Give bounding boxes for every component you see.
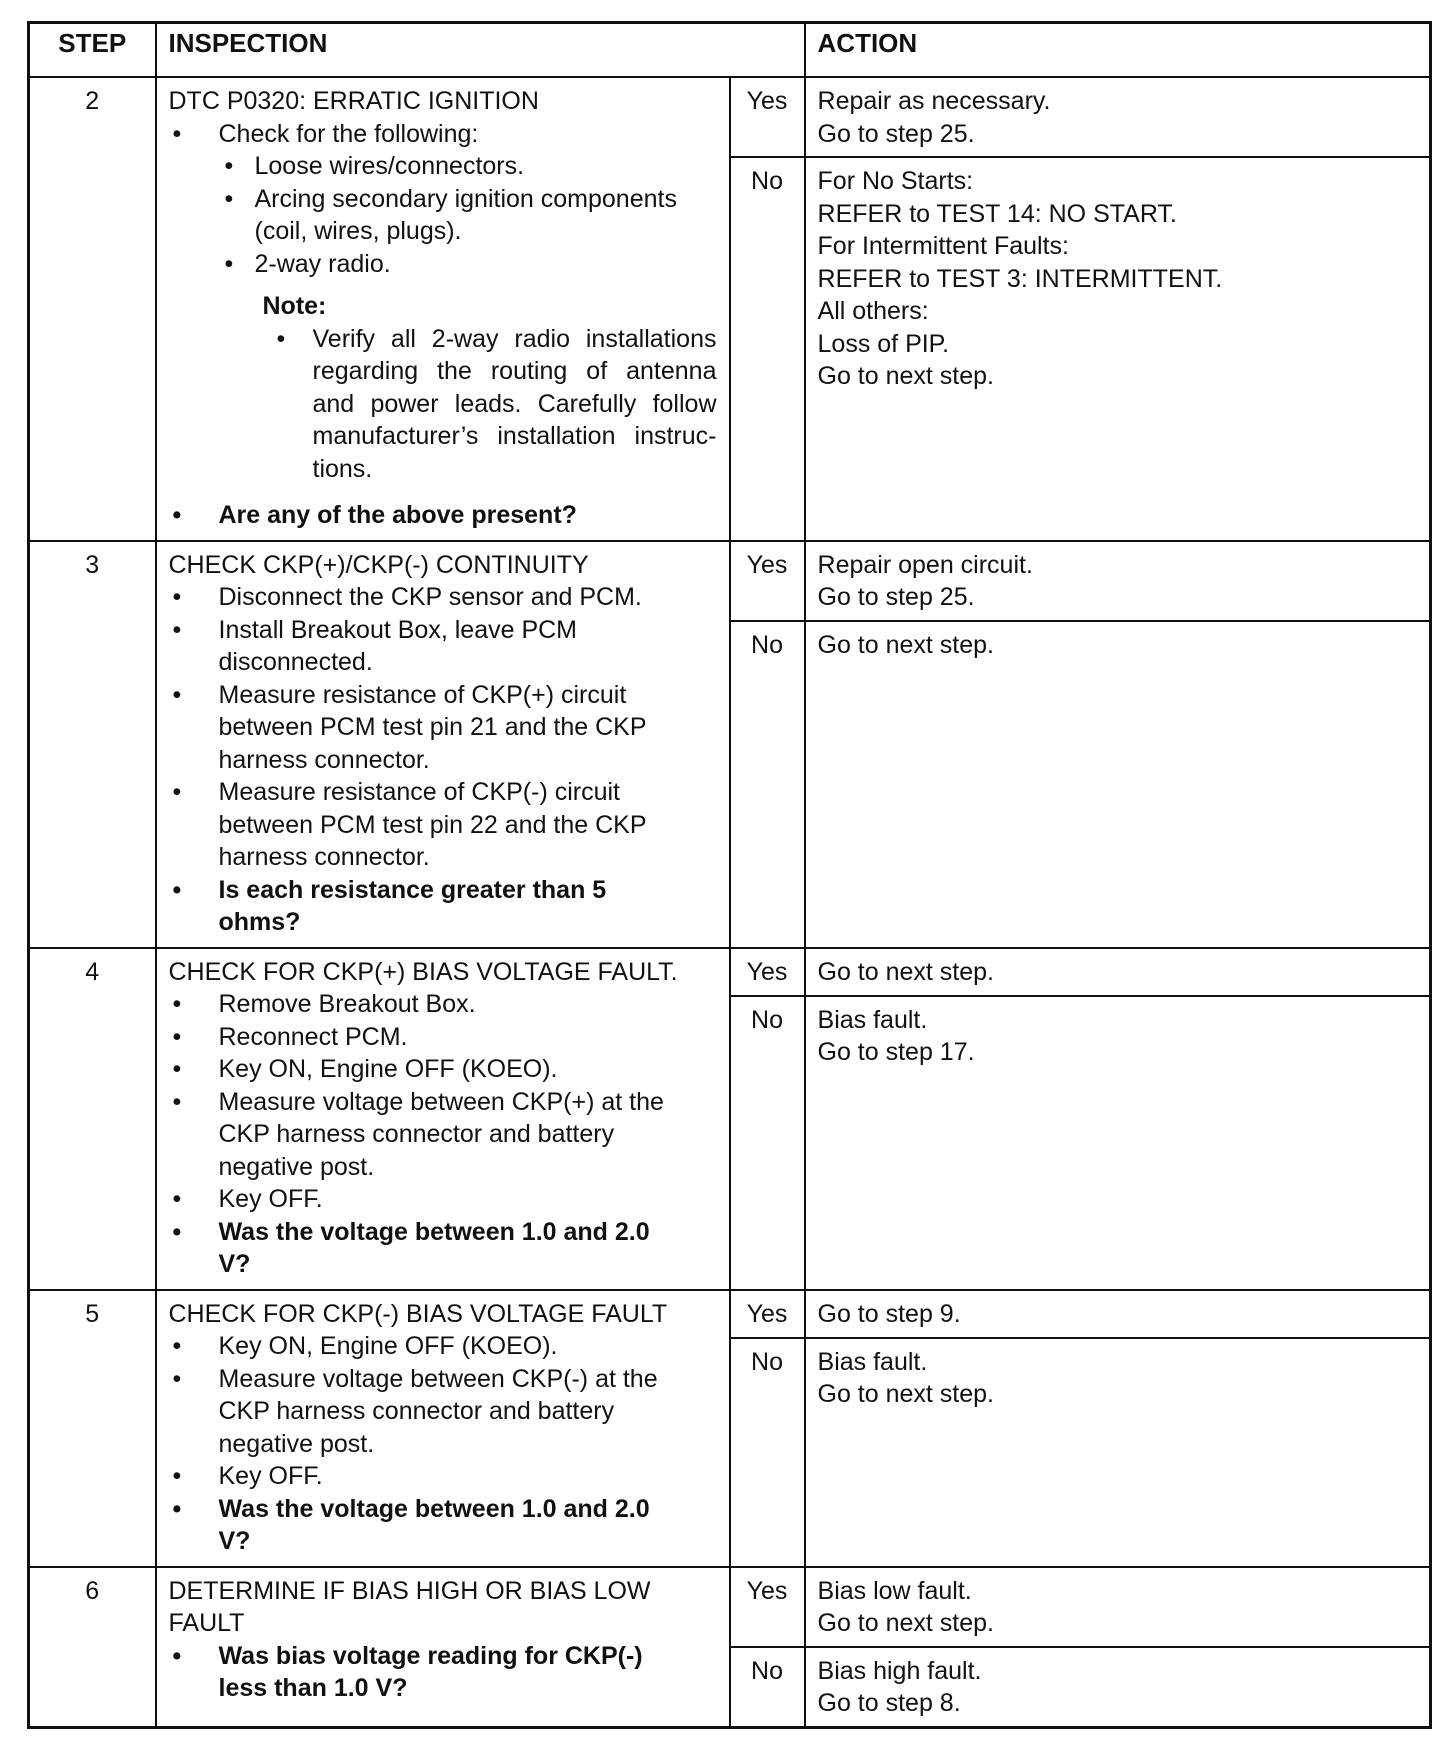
inspection-bullet: • Measure voltage between CKP(+) at the CKP harness connector and battery negative post. xyxy=(169,1086,717,1184)
action-line: REFER to TEST 14: NO START. xyxy=(817,199,1177,228)
diagnostic-table xyxy=(27,21,1432,1729)
step-row-6-yes xyxy=(29,1567,1431,1647)
action-line: For Intermittent Faults: xyxy=(817,232,1069,260)
inspection-cell xyxy=(156,1567,730,1728)
question-list xyxy=(169,499,717,532)
yes-label: Yes xyxy=(730,948,805,996)
header-inspection: INSPECTION xyxy=(156,23,805,78)
action-line: For No Starts: xyxy=(817,167,974,195)
inspection-sub-bullet: • Arcing secondary ignition components (coil, wires, plugs). xyxy=(169,183,717,248)
yes-label: Yes xyxy=(730,541,805,621)
inspection-bullet: • Measure resistance of CKP(+) circuit between PCM test pin 21 and the CKP harness connector. xyxy=(169,679,717,777)
yes-action xyxy=(805,541,1431,621)
inspection-title: DETERMINE IF BIAS HIGH OR BIAS LOW FAULT xyxy=(168,1576,651,1637)
inspection-cell xyxy=(156,541,730,948)
no-label: No xyxy=(730,157,805,541)
inspection-list xyxy=(169,118,717,281)
inspection-title: CHECK CKP(+)/CKP(-) CONTINUITY xyxy=(168,550,589,579)
no-action xyxy=(805,1647,1431,1728)
no-label: No xyxy=(730,1647,805,1728)
no-action xyxy=(805,1338,1431,1567)
inspection-question: • Is each resistance greater than 5 ohms? xyxy=(169,874,717,939)
inspection-question: • Was bias voltage reading for CKP(-) less than 1.0 V? xyxy=(169,1640,717,1705)
inspection-bullet: • Key OFF. xyxy=(169,1183,717,1216)
yes-action xyxy=(805,948,1431,996)
yes-action xyxy=(805,1290,1431,1338)
step-number: 6 xyxy=(29,1567,156,1728)
no-action xyxy=(805,157,1431,541)
action-line: Go to next step. xyxy=(817,1609,995,1637)
step-number: 5 xyxy=(29,1290,156,1567)
yes-label: Yes xyxy=(730,77,805,157)
inspection-bullet: • Measure voltage between CKP(-) at the CKP harness connector and battery negative post. xyxy=(169,1363,717,1461)
note-list xyxy=(169,323,717,486)
no-label: No xyxy=(730,996,805,1290)
inspection-list xyxy=(169,1330,717,1558)
step-row-4-yes xyxy=(29,948,1431,996)
action-line: Go to step 25. xyxy=(817,583,975,611)
inspection-sub-bullet: • 2-way radio. xyxy=(169,248,717,281)
action-line: All others: xyxy=(817,297,929,325)
note-label: Note: xyxy=(262,292,327,320)
step-number: 4 xyxy=(29,948,156,1290)
action-line: Loss of PIP. xyxy=(817,329,950,358)
header-action: ACTION xyxy=(805,23,1431,78)
step-row-2-yes xyxy=(29,77,1431,157)
inspection-bullet: • Measure resistance of CKP(-) circuit between PCM test pin 22 and the CKP harness connector. xyxy=(169,776,717,874)
no-label: No xyxy=(730,621,805,948)
no-label: No xyxy=(730,1338,805,1567)
inspection-question: • Was the voltage between 1.0 and 2.0 V? xyxy=(169,1216,717,1281)
inspection-list xyxy=(169,581,717,939)
inspection-bullet: • Disconnect the CKP sensor and PCM. xyxy=(169,581,717,614)
inspection-bullet: • Install Breakout Box, leave PCM disconnected. xyxy=(169,614,717,679)
action-line: Go to step 9. xyxy=(817,1299,961,1328)
action-line: Go to step 8. xyxy=(817,1689,961,1717)
inspection-question: • Was the voltage between 1.0 and 2.0 V? xyxy=(169,1493,717,1558)
inspection-cell xyxy=(156,948,730,1290)
inspection-bullet: • Key ON, Engine OFF (KOEO). xyxy=(169,1053,717,1086)
header-row xyxy=(29,23,1431,78)
step-number: 3 xyxy=(29,541,156,948)
action-line: Go to next step. xyxy=(817,1380,995,1408)
yes-action xyxy=(805,1567,1431,1647)
inspection-bullet: • Key ON, Engine OFF (KOEO). xyxy=(169,1330,717,1363)
step-row-3-yes xyxy=(29,541,1431,621)
inspection-cell xyxy=(156,77,730,541)
action-line: Bias fault. xyxy=(817,1347,928,1376)
action-line: Go to next step. xyxy=(817,957,995,986)
action-line: Go to step 25. xyxy=(817,119,975,148)
inspection-bullet: • Check for the following: xyxy=(169,118,717,151)
inspection-question: • Are any of the above present? xyxy=(169,499,717,532)
inspection-bullet: • Reconnect PCM. xyxy=(169,1021,717,1054)
yes-label: Yes xyxy=(730,1290,805,1338)
inspection-list xyxy=(169,988,717,1281)
inspection-sub-bullet: • Loose wires/connectors. xyxy=(169,150,717,183)
action-line: Go to step 17. xyxy=(817,1038,975,1066)
header-step: STEP xyxy=(29,23,156,78)
action-line: Go to next step. xyxy=(817,362,995,390)
step-row-5-yes xyxy=(29,1290,1431,1338)
action-line: Repair open circuit. xyxy=(817,550,1033,579)
inspection-title: DTC P0320: ERRATIC IGNITION xyxy=(168,87,539,115)
action-line: Bias high fault. xyxy=(817,1656,982,1685)
no-action xyxy=(805,996,1431,1290)
inspection-title: CHECK FOR CKP(-) BIAS VOLTAGE FAULT xyxy=(168,1299,668,1328)
inspection-title: CHECK FOR CKP(+) BIAS VOLTAGE FAULT. xyxy=(168,957,678,986)
action-line: Bias low fault. xyxy=(817,1576,972,1605)
action-line: REFER to TEST 3: INTERMITTENT. xyxy=(817,264,1223,293)
action-line: Go to next step. xyxy=(817,630,995,659)
inspection-bullet: • Key OFF. xyxy=(169,1460,717,1493)
note-text: • Verify all 2-way radio installations regarding the routing of antenna and power leads. Carefully follow manufacturer’s installation instruc-tions. xyxy=(169,323,717,486)
action-line: Repair as necessary. xyxy=(817,87,1051,115)
yes-action xyxy=(805,77,1431,157)
no-action xyxy=(805,621,1431,948)
inspection-cell xyxy=(156,1290,730,1567)
yes-label: Yes xyxy=(730,1567,805,1647)
step-number: 2 xyxy=(29,77,156,541)
inspection-list xyxy=(169,1640,717,1705)
action-line: Bias fault. xyxy=(817,1005,928,1034)
inspection-bullet: • Remove Breakout Box. xyxy=(169,988,717,1021)
